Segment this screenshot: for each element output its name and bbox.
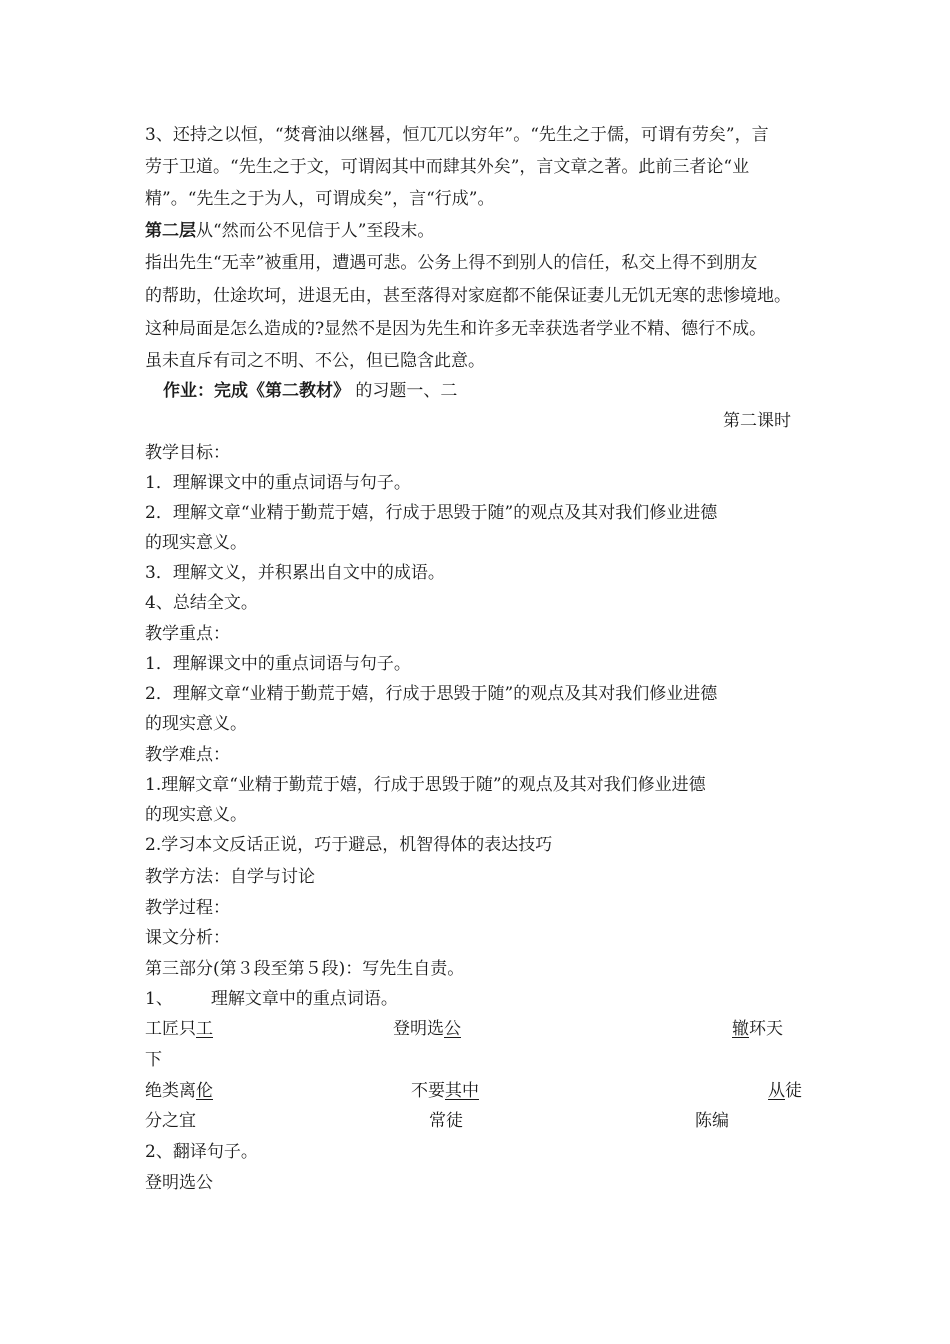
- lesson-title: 第二课时: [723, 411, 791, 431]
- vocab-word: 登明选公: [393, 1019, 461, 1039]
- focus-heading: 教学重点：: [145, 624, 230, 644]
- difficulty-heading: 教学难点：: [145, 745, 230, 765]
- paragraph-line: 劳于卫道。“先生之于文，可谓闳其中而肆其外矣”，言文章之著。此前三者论“业: [145, 157, 750, 177]
- text-analysis: 课文分析：: [145, 928, 230, 948]
- homework-label: 作业：完成《第二教材》: [163, 381, 350, 401]
- focus-item-continued: 的现实意义。: [145, 714, 247, 734]
- vocab-word: 辙环天: [732, 1019, 783, 1039]
- layer-two-range: 从“然而公不见信于人”至段末。: [196, 221, 435, 241]
- vocab-key-char: 辙: [732, 1019, 749, 1039]
- goal-item-continued: 的现实意义。: [145, 533, 247, 553]
- goal-item: 4、总结全文。: [145, 593, 258, 613]
- vocab-word-wrap: 下: [145, 1050, 162, 1070]
- teaching-method: 教学方法：自学与讨论: [145, 867, 315, 887]
- focus-item: 1．理解课文中的重点词语与句子。: [145, 654, 411, 674]
- paragraph-line: 精”。“先生之于为人，可谓成矣”，言“行成”。: [145, 189, 495, 209]
- list-number: 1、: [145, 989, 173, 1009]
- homework-line: [163, 380, 457, 402]
- paragraph-line: 3、还持之以恒，“焚膏油以继晷，恒兀兀以穷年”。“先生之于儒，可谓有劳矣”，言: [145, 125, 769, 145]
- vocab-key-char: 从: [768, 1081, 785, 1101]
- vocab-word: 绝类离伦: [145, 1081, 213, 1101]
- vocab-word: 工匠只工: [145, 1019, 213, 1039]
- layer-two-label: 第二层: [145, 221, 196, 241]
- vocab-word: 不要其中: [411, 1081, 479, 1101]
- goal-item: 3．理解文义，并积累出自文中的成语。: [145, 563, 445, 583]
- vocab-word: 分之宜: [145, 1111, 196, 1131]
- paragraph-line: 虽未直斥有司之不明、不公，但已隐含此意。: [145, 351, 485, 371]
- part-three-heading: 第三部分(第３段至第５段)：写先生自责。: [145, 959, 465, 979]
- teaching-process: 教学过程：: [145, 898, 230, 918]
- goals-heading: 教学目标：: [145, 443, 230, 463]
- goal-item: 2．理解文章“业精于勤荒于嬉，行成于思毁于随”的观点及其对我们修业进德: [145, 503, 718, 523]
- vocab-key-char: 工: [196, 1019, 213, 1039]
- vocab-word: 从徒: [768, 1081, 802, 1101]
- vocab-word: 常徒: [429, 1111, 463, 1131]
- paragraph-line: 指出先生“无幸”被重用，遭遇可悲。公务上得不到别人的信任，私交上得不到朋友: [145, 253, 758, 273]
- vocab-key-char: 公: [444, 1019, 461, 1039]
- vocab-key-char: 其中: [445, 1081, 479, 1101]
- list-item-two: 2、翻译句子。: [145, 1142, 258, 1162]
- focus-item: 2．理解文章“业精于勤荒于嬉，行成于思毁于随”的观点及其对我们修业进德: [145, 684, 718, 704]
- vocab-key-char: 伦: [196, 1081, 213, 1101]
- paragraph-line: 这种局面是怎么造成的?显然不是因为先生和许多无幸获选者学业不精、德行不成。: [145, 319, 767, 339]
- translation-sentence: 登明选公: [145, 1173, 213, 1193]
- difficulty-item-continued: 的现实意义。: [145, 805, 247, 825]
- goal-item: 1．理解课文中的重点词语与句子。: [145, 473, 411, 493]
- difficulty-item: 2.学习本文反话正说，巧于避忌，机智得体的表达技巧: [145, 835, 553, 855]
- layer-two-heading: [145, 220, 434, 242]
- difficulty-item: 1.理解文章“业精于勤荒于嬉，行成于思毁于随”的观点及其对我们修业进德: [145, 775, 706, 795]
- vocab-word: 陈编: [695, 1111, 729, 1131]
- homework-detail: 的习题一、二: [350, 381, 458, 401]
- list-text: 理解文章中的重点词语。: [210, 989, 398, 1009]
- list-item-one: [145, 988, 398, 1010]
- paragraph-line: 的帮助，仕途坎坷，进退无由，甚至落得对家庭都不能保证妻儿无饥无寒的悲惨境地。: [145, 286, 791, 306]
